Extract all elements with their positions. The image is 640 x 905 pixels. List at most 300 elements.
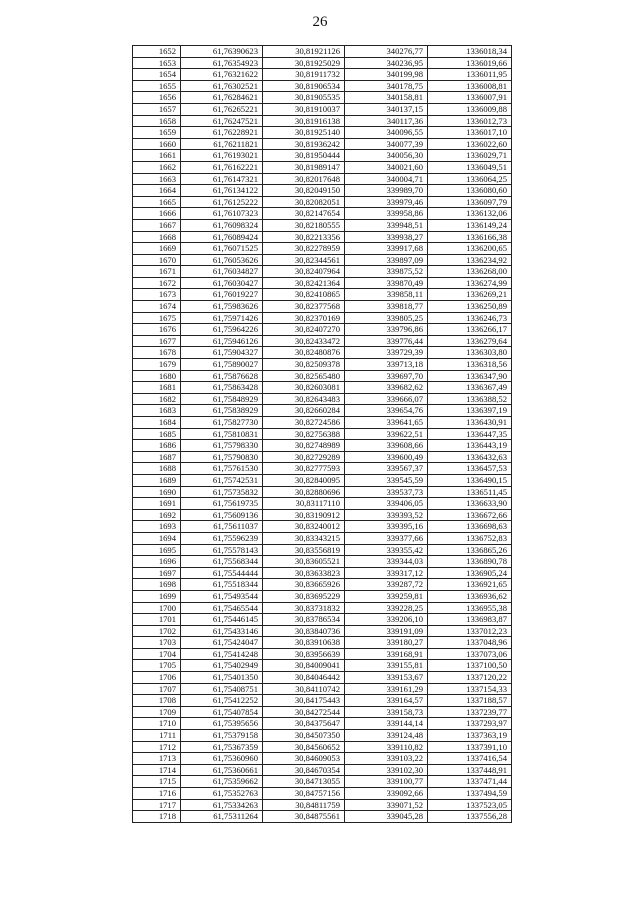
table-row (133, 521, 512, 533)
y-coordinate-cell: 1337239,77 (428, 706, 512, 718)
latitude-cell: 61,75838929 (181, 405, 263, 417)
table-row (133, 463, 512, 475)
x-coordinate-cell: 339796,86 (345, 324, 428, 336)
point-number-cell: 1683 (133, 405, 181, 417)
longitude-cell: 30,82180555 (263, 219, 345, 231)
latitude-cell: 61,76247521 (181, 115, 263, 127)
table-row (133, 243, 512, 255)
y-coordinate-cell: 1337048,96 (428, 637, 512, 649)
table-row (133, 208, 512, 220)
y-coordinate-cell: 1337293,97 (428, 718, 512, 730)
table-row (133, 115, 512, 127)
latitude-cell: 61,75433146 (181, 625, 263, 637)
longitude-cell: 30,82370169 (263, 312, 345, 324)
x-coordinate-cell: 339776,44 (345, 335, 428, 347)
longitude-cell: 30,84713055 (263, 776, 345, 788)
longitude-cell: 30,83665926 (263, 579, 345, 591)
table-row (133, 498, 512, 510)
longitude-cell: 30,82421364 (263, 277, 345, 289)
longitude-cell: 30,83786534 (263, 614, 345, 626)
longitude-cell: 30,81989147 (263, 161, 345, 173)
longitude-cell: 30,83695229 (263, 590, 345, 602)
x-coordinate-cell: 339317,12 (345, 567, 428, 579)
x-coordinate-cell: 339355,42 (345, 544, 428, 556)
table-row (133, 741, 512, 753)
latitude-cell: 61,76354923 (181, 57, 263, 69)
x-coordinate-cell: 339377,66 (345, 532, 428, 544)
x-coordinate-cell: 339622,51 (345, 428, 428, 440)
point-number-cell: 1712 (133, 741, 181, 753)
latitude-cell: 61,75360661 (181, 764, 263, 776)
x-coordinate-cell: 339697,70 (345, 370, 428, 382)
latitude-cell: 61,75446145 (181, 614, 263, 626)
longitude-cell: 30,82756388 (263, 428, 345, 440)
table-row (133, 57, 512, 69)
x-coordinate-cell: 339158,73 (345, 706, 428, 718)
latitude-cell: 61,76089424 (181, 231, 263, 243)
table-row (133, 417, 512, 429)
table-row (133, 254, 512, 266)
table-row (133, 799, 512, 811)
table-row (133, 776, 512, 788)
point-number-cell: 1672 (133, 277, 181, 289)
point-number-cell: 1667 (133, 219, 181, 231)
y-coordinate-cell: 1336430,91 (428, 417, 512, 429)
table-row (133, 335, 512, 347)
longitude-cell: 30,82643483 (263, 393, 345, 405)
table-row (133, 138, 512, 150)
longitude-cell: 30,83190912 (263, 509, 345, 521)
latitude-cell: 61,76030427 (181, 277, 263, 289)
x-coordinate-cell: 340021,60 (345, 161, 428, 173)
x-coordinate-cell: 340199,98 (345, 69, 428, 81)
latitude-cell: 61,75359662 (181, 776, 263, 788)
y-coordinate-cell: 1336347,90 (428, 370, 512, 382)
x-coordinate-cell: 339395,16 (345, 521, 428, 533)
longitude-cell: 30,83240012 (263, 521, 345, 533)
latitude-cell: 61,76321622 (181, 69, 263, 81)
x-coordinate-cell: 340276,77 (345, 46, 428, 58)
y-coordinate-cell: 1336303,80 (428, 347, 512, 359)
point-number-cell: 1691 (133, 498, 181, 510)
latitude-cell: 61,75619735 (181, 498, 263, 510)
latitude-cell: 61,75544444 (181, 567, 263, 579)
point-number-cell: 1717 (133, 799, 181, 811)
y-coordinate-cell: 1337448,91 (428, 764, 512, 776)
x-coordinate-cell: 339608,66 (345, 440, 428, 452)
x-coordinate-cell: 340158,81 (345, 92, 428, 104)
longitude-cell: 30,84670354 (263, 764, 345, 776)
point-number-cell: 1701 (133, 614, 181, 626)
y-coordinate-cell: 1336388,52 (428, 393, 512, 405)
x-coordinate-cell: 339682,62 (345, 382, 428, 394)
point-number-cell: 1698 (133, 579, 181, 591)
y-coordinate-cell: 1337120,22 (428, 672, 512, 684)
table-row (133, 683, 512, 695)
longitude-cell: 30,82840095 (263, 474, 345, 486)
table-row (133, 590, 512, 602)
x-coordinate-cell: 339287,72 (345, 579, 428, 591)
latitude-cell: 61,75518344 (181, 579, 263, 591)
table-row (133, 370, 512, 382)
longitude-cell: 30,82147654 (263, 208, 345, 220)
y-coordinate-cell: 1337391,10 (428, 741, 512, 753)
point-number-cell: 1686 (133, 440, 181, 452)
point-number-cell: 1685 (133, 428, 181, 440)
y-coordinate-cell: 1336097,79 (428, 196, 512, 208)
y-coordinate-cell: 1337471,44 (428, 776, 512, 788)
coordinates-table (132, 45, 512, 823)
latitude-cell: 61,76211821 (181, 138, 263, 150)
point-number-cell: 1716 (133, 788, 181, 800)
x-coordinate-cell: 339713,18 (345, 359, 428, 371)
x-coordinate-cell: 339917,68 (345, 243, 428, 255)
longitude-cell: 30,82049150 (263, 185, 345, 197)
latitude-cell: 61,75876628 (181, 370, 263, 382)
x-coordinate-cell: 339045,28 (345, 811, 428, 823)
point-number-cell: 1656 (133, 92, 181, 104)
point-number-cell: 1707 (133, 683, 181, 695)
point-number-cell: 1661 (133, 150, 181, 162)
longitude-cell: 30,82509378 (263, 359, 345, 371)
latitude-cell: 61,76071525 (181, 243, 263, 255)
point-number-cell: 1699 (133, 590, 181, 602)
y-coordinate-cell: 1336490,15 (428, 474, 512, 486)
table-row (133, 266, 512, 278)
table-row (133, 161, 512, 173)
table-row (133, 289, 512, 301)
x-coordinate-cell: 339567,37 (345, 463, 428, 475)
y-coordinate-cell: 1336921,65 (428, 579, 512, 591)
x-coordinate-cell: 340178,75 (345, 80, 428, 92)
longitude-cell: 30,84110742 (263, 683, 345, 695)
y-coordinate-cell: 1336936,62 (428, 590, 512, 602)
latitude-cell: 61,75742531 (181, 474, 263, 486)
longitude-cell: 30,81950444 (263, 150, 345, 162)
longitude-cell: 30,84560652 (263, 741, 345, 753)
point-number-cell: 1682 (133, 393, 181, 405)
x-coordinate-cell: 339180,27 (345, 637, 428, 649)
latitude-cell: 61,75465544 (181, 602, 263, 614)
table-row (133, 150, 512, 162)
x-coordinate-cell: 339344,03 (345, 556, 428, 568)
y-coordinate-cell: 1336457,53 (428, 463, 512, 475)
y-coordinate-cell: 1336266,17 (428, 324, 512, 336)
point-number-cell: 1708 (133, 695, 181, 707)
x-coordinate-cell: 339537,73 (345, 486, 428, 498)
table-row (133, 556, 512, 568)
point-number-cell: 1673 (133, 289, 181, 301)
table-row (133, 648, 512, 660)
longitude-cell: 30,84009041 (263, 660, 345, 672)
latitude-cell: 61,76265221 (181, 103, 263, 115)
table-row (133, 811, 512, 823)
y-coordinate-cell: 1336149,24 (428, 219, 512, 231)
x-coordinate-cell: 340004,71 (345, 173, 428, 185)
y-coordinate-cell: 1336511,45 (428, 486, 512, 498)
table-row (133, 359, 512, 371)
table-row (133, 219, 512, 231)
x-coordinate-cell: 339393,52 (345, 509, 428, 521)
y-coordinate-cell: 1336080,60 (428, 185, 512, 197)
latitude-cell: 61,76284621 (181, 92, 263, 104)
table-row (133, 173, 512, 185)
point-number-cell: 1666 (133, 208, 181, 220)
longitude-cell: 30,82213356 (263, 231, 345, 243)
table-row (133, 625, 512, 637)
point-number-cell: 1676 (133, 324, 181, 336)
table-row (133, 695, 512, 707)
latitude-cell: 61,75334263 (181, 799, 263, 811)
y-coordinate-cell: 1336012,73 (428, 115, 512, 127)
latitude-cell: 61,75971426 (181, 312, 263, 324)
longitude-cell: 30,84609053 (263, 753, 345, 765)
table-row (133, 393, 512, 405)
x-coordinate-cell: 339124,48 (345, 730, 428, 742)
y-coordinate-cell: 1336234,92 (428, 254, 512, 266)
table-row (133, 706, 512, 718)
latitude-cell: 61,76162221 (181, 161, 263, 173)
x-coordinate-cell: 339406,05 (345, 498, 428, 510)
x-coordinate-cell: 339938,27 (345, 231, 428, 243)
x-coordinate-cell: 339948,51 (345, 219, 428, 231)
latitude-cell: 61,76019227 (181, 289, 263, 301)
x-coordinate-cell: 339161,29 (345, 683, 428, 695)
longitude-cell: 30,82603081 (263, 382, 345, 394)
table-row (133, 672, 512, 684)
point-number-cell: 1674 (133, 301, 181, 313)
y-coordinate-cell: 1336029,71 (428, 150, 512, 162)
table-row (133, 788, 512, 800)
table-row (133, 428, 512, 440)
y-coordinate-cell: 1336633,90 (428, 498, 512, 510)
latitude-cell: 61,76107323 (181, 208, 263, 220)
point-number-cell: 1687 (133, 451, 181, 463)
latitude-cell: 61,75890027 (181, 359, 263, 371)
longitude-cell: 30,83605521 (263, 556, 345, 568)
longitude-cell: 30,82407270 (263, 324, 345, 336)
latitude-cell: 61,75611037 (181, 521, 263, 533)
x-coordinate-cell: 339191,09 (345, 625, 428, 637)
latitude-cell: 61,75493544 (181, 590, 263, 602)
y-coordinate-cell: 1336049,51 (428, 161, 512, 173)
y-coordinate-cell: 1336064,25 (428, 173, 512, 185)
longitude-cell: 30,83633823 (263, 567, 345, 579)
longitude-cell: 30,83117110 (263, 498, 345, 510)
latitude-cell: 61,75408751 (181, 683, 263, 695)
point-number-cell: 1696 (133, 556, 181, 568)
point-number-cell: 1670 (133, 254, 181, 266)
latitude-cell: 61,75798330 (181, 440, 263, 452)
y-coordinate-cell: 1336200,65 (428, 243, 512, 255)
y-coordinate-cell: 1336007,91 (428, 92, 512, 104)
point-number-cell: 1655 (133, 80, 181, 92)
longitude-cell: 30,81906534 (263, 80, 345, 92)
longitude-cell: 30,83731832 (263, 602, 345, 614)
y-coordinate-cell: 1337494,59 (428, 788, 512, 800)
point-number-cell: 1709 (133, 706, 181, 718)
y-coordinate-cell: 1336268,00 (428, 266, 512, 278)
latitude-cell: 61,76302521 (181, 80, 263, 92)
table-row (133, 92, 512, 104)
x-coordinate-cell: 339989,70 (345, 185, 428, 197)
y-coordinate-cell: 1336274,99 (428, 277, 512, 289)
point-number-cell: 1718 (133, 811, 181, 823)
latitude-cell: 61,75414248 (181, 648, 263, 660)
coordinates-table-body (133, 46, 512, 823)
table-row (133, 509, 512, 521)
x-coordinate-cell: 339168,91 (345, 648, 428, 660)
y-coordinate-cell: 1337012,23 (428, 625, 512, 637)
x-coordinate-cell: 339729,39 (345, 347, 428, 359)
point-number-cell: 1658 (133, 115, 181, 127)
y-coordinate-cell: 1337154,33 (428, 683, 512, 695)
latitude-cell: 61,76390623 (181, 46, 263, 58)
y-coordinate-cell: 1336865,26 (428, 544, 512, 556)
latitude-cell: 61,75609136 (181, 509, 263, 521)
point-number-cell: 1677 (133, 335, 181, 347)
point-number-cell: 1665 (133, 196, 181, 208)
y-coordinate-cell: 1336022,60 (428, 138, 512, 150)
longitude-cell: 30,83556819 (263, 544, 345, 556)
point-number-cell: 1692 (133, 509, 181, 521)
table-row (133, 185, 512, 197)
latitude-cell: 61,76193021 (181, 150, 263, 162)
point-number-cell: 1690 (133, 486, 181, 498)
longitude-cell: 30,81925140 (263, 127, 345, 139)
point-number-cell: 1694 (133, 532, 181, 544)
longitude-cell: 30,82407964 (263, 266, 345, 278)
y-coordinate-cell: 1336983,87 (428, 614, 512, 626)
table-row (133, 544, 512, 556)
latitude-cell: 61,75407854 (181, 706, 263, 718)
table-row (133, 440, 512, 452)
table-row (133, 532, 512, 544)
point-number-cell: 1659 (133, 127, 181, 139)
x-coordinate-cell: 340056,30 (345, 150, 428, 162)
latitude-cell: 61,75360960 (181, 753, 263, 765)
latitude-cell: 61,76228921 (181, 127, 263, 139)
x-coordinate-cell: 339818,77 (345, 301, 428, 313)
point-number-cell: 1710 (133, 718, 181, 730)
y-coordinate-cell: 1337556,28 (428, 811, 512, 823)
y-coordinate-cell: 1336443,19 (428, 440, 512, 452)
longitude-cell: 30,81911732 (263, 69, 345, 81)
latitude-cell: 61,75863428 (181, 382, 263, 394)
point-number-cell: 1679 (133, 359, 181, 371)
latitude-cell: 61,75946126 (181, 335, 263, 347)
x-coordinate-cell: 339164,57 (345, 695, 428, 707)
table-row (133, 602, 512, 614)
latitude-cell: 61,75402949 (181, 660, 263, 672)
x-coordinate-cell: 339228,25 (345, 602, 428, 614)
y-coordinate-cell: 1337100,50 (428, 660, 512, 672)
point-number-cell: 1703 (133, 637, 181, 649)
x-coordinate-cell: 339144,14 (345, 718, 428, 730)
latitude-cell: 61,75568344 (181, 556, 263, 568)
latitude-cell: 61,75790830 (181, 451, 263, 463)
longitude-cell: 30,84875561 (263, 811, 345, 823)
point-number-cell: 1706 (133, 672, 181, 684)
longitude-cell: 30,81925029 (263, 57, 345, 69)
latitude-cell: 61,76134122 (181, 185, 263, 197)
point-number-cell: 1653 (133, 57, 181, 69)
point-number-cell: 1657 (133, 103, 181, 115)
x-coordinate-cell: 339092,66 (345, 788, 428, 800)
table-row (133, 486, 512, 498)
table-row (133, 103, 512, 115)
longitude-cell: 30,82433472 (263, 335, 345, 347)
y-coordinate-cell: 1336279,64 (428, 335, 512, 347)
latitude-cell: 61,75578143 (181, 544, 263, 556)
table-row (133, 277, 512, 289)
table-row (133, 301, 512, 313)
latitude-cell: 61,75761530 (181, 463, 263, 475)
y-coordinate-cell: 1336397,19 (428, 405, 512, 417)
y-coordinate-cell: 1337073,06 (428, 648, 512, 660)
x-coordinate-cell: 339071,52 (345, 799, 428, 811)
point-number-cell: 1664 (133, 185, 181, 197)
table-row (133, 614, 512, 626)
latitude-cell: 61,75352763 (181, 788, 263, 800)
latitude-cell: 61,75367359 (181, 741, 263, 753)
point-number-cell: 1668 (133, 231, 181, 243)
longitude-cell: 30,82082051 (263, 196, 345, 208)
latitude-cell: 61,75810831 (181, 428, 263, 440)
table-row (133, 382, 512, 394)
x-coordinate-cell: 340077,39 (345, 138, 428, 150)
x-coordinate-cell: 339102,30 (345, 764, 428, 776)
longitude-cell: 30,82724586 (263, 417, 345, 429)
y-coordinate-cell: 1336008,81 (428, 80, 512, 92)
longitude-cell: 30,81936242 (263, 138, 345, 150)
point-number-cell: 1715 (133, 776, 181, 788)
point-number-cell: 1695 (133, 544, 181, 556)
point-number-cell: 1678 (133, 347, 181, 359)
table-row (133, 80, 512, 92)
y-coordinate-cell: 1336367,49 (428, 382, 512, 394)
latitude-cell: 61,75379158 (181, 730, 263, 742)
y-coordinate-cell: 1336269,21 (428, 289, 512, 301)
longitude-cell: 30,83840736 (263, 625, 345, 637)
longitude-cell: 30,82729289 (263, 451, 345, 463)
x-coordinate-cell: 339958,86 (345, 208, 428, 220)
table-row (133, 196, 512, 208)
point-number-cell: 1688 (133, 463, 181, 475)
table-row (133, 405, 512, 417)
x-coordinate-cell: 340096,55 (345, 127, 428, 139)
longitude-cell: 30,82410865 (263, 289, 345, 301)
y-coordinate-cell: 1336955,38 (428, 602, 512, 614)
latitude-cell: 61,75904327 (181, 347, 263, 359)
point-number-cell: 1660 (133, 138, 181, 150)
table-row (133, 718, 512, 730)
point-number-cell: 1675 (133, 312, 181, 324)
longitude-cell: 30,84175443 (263, 695, 345, 707)
longitude-cell: 30,81905535 (263, 92, 345, 104)
point-number-cell: 1684 (133, 417, 181, 429)
longitude-cell: 30,82660284 (263, 405, 345, 417)
longitude-cell: 30,84375647 (263, 718, 345, 730)
point-number-cell: 1711 (133, 730, 181, 742)
x-coordinate-cell: 339100,77 (345, 776, 428, 788)
table-row (133, 474, 512, 486)
point-number-cell: 1654 (133, 69, 181, 81)
y-coordinate-cell: 1336017,10 (428, 127, 512, 139)
point-number-cell: 1680 (133, 370, 181, 382)
latitude-cell: 61,75412252 (181, 695, 263, 707)
y-coordinate-cell: 1337363,19 (428, 730, 512, 742)
